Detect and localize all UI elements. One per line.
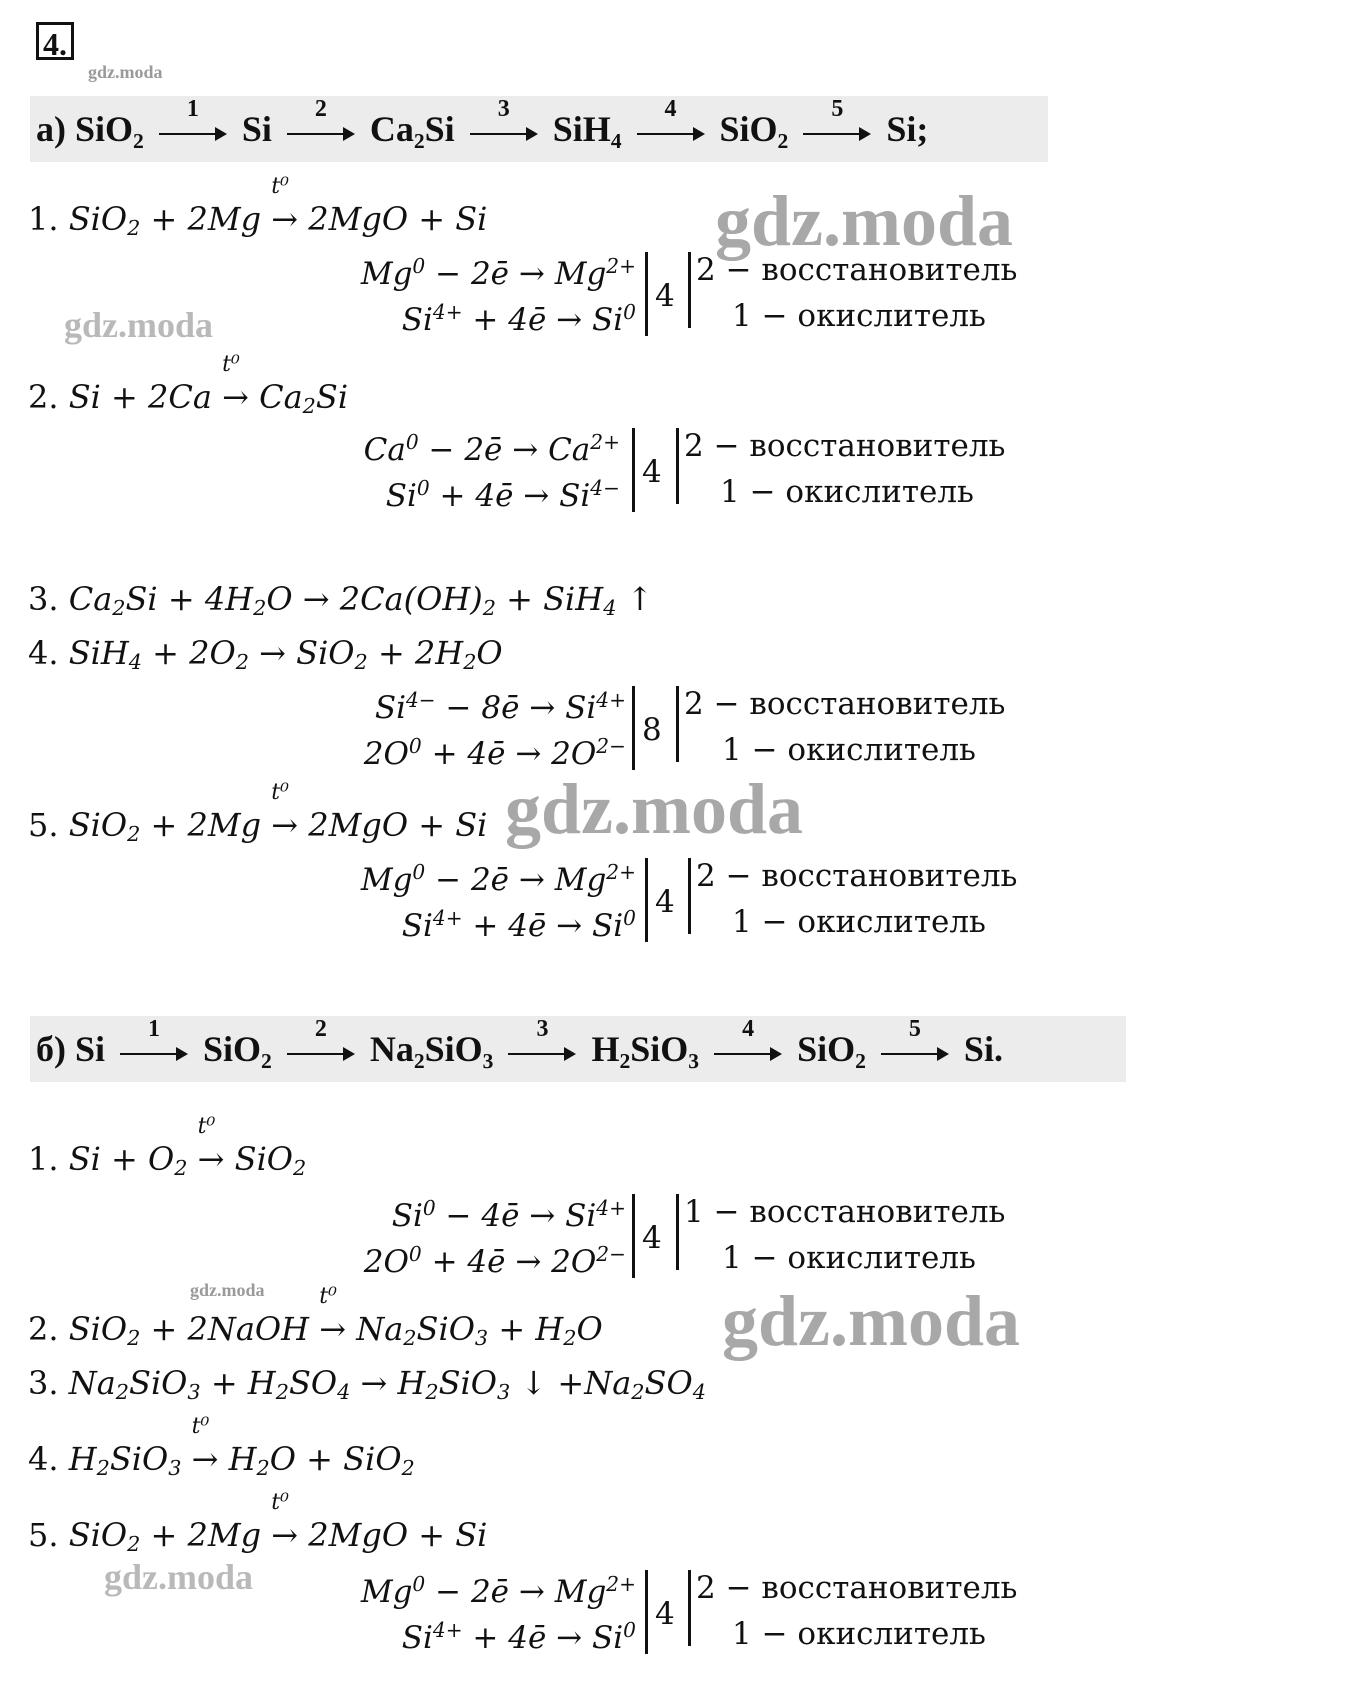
equation-b4: 4. $H_2SiO_3$ t⁰ → $H_2O + SiO_2$ (28, 1414, 415, 1481)
scheme-prefix: б) (36, 1029, 66, 1069)
arrow-icon: 1 (120, 1043, 188, 1063)
scheme-substance: H₂SiO₃ (591, 1029, 700, 1069)
arrow-icon: 2 (287, 123, 355, 143)
arrow-icon: 5 (803, 123, 871, 143)
scheme-substance: Na₂SiO₃ (369, 1029, 494, 1069)
arrow-icon: 5 (881, 1043, 949, 1063)
role-label: 1 − окислитель (722, 732, 976, 768)
half-reaction: $Si^{4+}$ + 4ē → $Si^0$ (401, 1618, 636, 1657)
equation-a4: 4. $SiH_4 + 2O_2 \to SiO_2 + 2H_2O$ (28, 634, 503, 675)
equation-b5: 5. SiO$_2$ + 2Mg t⁰ → 2MgO + Si (28, 1490, 488, 1557)
arrow-icon: 4 (637, 123, 705, 143)
equation-a2: 2. Si + 2Ca t⁰ → $Ca_2Si$ (28, 352, 349, 419)
scheme-substance: Si; (886, 109, 929, 149)
watermark: gdz.moda (64, 305, 214, 345)
watermark: gdz.moda (190, 1280, 265, 1300)
scheme-substance: Si. (963, 1029, 1003, 1069)
watermark: gdz.moda (722, 1281, 1021, 1361)
scheme-substance: Ca₂Si (369, 109, 455, 149)
equation-a5: 5. SiO$_2$ + 2Mg t⁰ → 2MgO + Si (28, 780, 488, 847)
half-reaction: $2O^0$ + 4ē → $2O^{2-}$ (363, 1242, 626, 1281)
role-label: 1 − восстановитель (684, 1194, 1006, 1230)
scheme-substance: SiO₂ (719, 109, 789, 149)
half-reaction: $2O^0$ + 4ē → $2O^{2-}$ (363, 734, 626, 773)
half-reaction: Mg$^0$ − 2ē → $Mg^{2+}$ (360, 1572, 636, 1611)
watermark: gdz.moda (715, 181, 1014, 261)
equation-a3: 3. $Ca_2Si + 4H_2O \to 2Ca(OH)_2 + SiH_4$ ↑ (28, 580, 654, 621)
half-reaction: Mg$^0$ − 2ē → $Mg^{2+}$ (360, 860, 636, 899)
arrow-icon: 2 (287, 1043, 355, 1063)
role-label: 1 − окислитель (722, 1240, 976, 1276)
task-number: 4. (36, 22, 74, 60)
role-label: 1 − окислитель (720, 474, 974, 510)
scheme-b (30, 1016, 1126, 1082)
scheme-substance: SiO₂ (75, 109, 144, 149)
scheme-substance: SiH₄ (552, 109, 622, 149)
half-reaction: $Si^{4-}$ − 8ē → $Si^{4+}$ (374, 688, 626, 727)
role-label: 1 − окислитель (732, 904, 986, 940)
scheme-substance: Si (75, 1029, 106, 1069)
watermark: gdz.moda (104, 1557, 254, 1597)
arrow-icon: 3 (508, 1043, 576, 1063)
equation-a1: 1. SiO$_2$ + 2Mg t⁰ → 2MgO + Si (28, 174, 488, 241)
arrow-icon: 1 (159, 123, 227, 143)
equation-b1: 1. $Si + O_2$ t⁰ → SiO$_2$ (28, 1114, 307, 1181)
role-label: 1 − окислитель (732, 1616, 986, 1652)
equation-b2: 2. SiO$_2$ + 2NaOH t⁰ → $Na_2SiO_3 + H_2O$ (28, 1284, 603, 1351)
role-label: 2 − восстановитель (696, 1570, 1018, 1606)
role-label: 2 − восстановитель (684, 428, 1006, 464)
role-label: 2 − восстановитель (696, 252, 1018, 288)
scheme-a (30, 96, 1048, 162)
half-reaction: Si$^0$ − 4ē → $Si^{4+}$ (391, 1196, 626, 1235)
half-reaction: Ca$^0$ − 2ē → $Ca^{2+}$ (363, 430, 620, 469)
arrow-icon: 4 (714, 1043, 782, 1063)
watermark: gdz.moda (88, 62, 163, 82)
scheme-substance: SiO₂ (203, 1029, 272, 1069)
role-label: 1 − окислитель (732, 298, 986, 334)
half-reaction: $Si^0$ + 4ē → $Si^{4-}$ (385, 476, 620, 515)
watermark: gdz.moda (505, 769, 804, 849)
half-reaction: $Si^{4+}$ + 4ē → $Si^0$ (401, 300, 636, 339)
half-reaction: $Si^{4+}$ + 4ē → $Si^0$ (401, 906, 636, 945)
arrow-icon: 3 (470, 123, 538, 143)
equation-b3: 3. $Na_2SiO_3 + H_2SO_4 \to H_2SiO_3$ ↓ $+Na_2SO_4$ (28, 1364, 706, 1405)
scheme-substance: SiO₂ (797, 1029, 866, 1069)
role-label: 2 − восстановитель (696, 858, 1018, 894)
role-label: 2 − восстановитель (684, 686, 1006, 722)
scheme-substance: Si (241, 109, 272, 149)
half-reaction: Mg$^0$ − 2ē → $Mg^{2+}$ (360, 254, 636, 293)
scheme-prefix: а) (36, 109, 66, 149)
